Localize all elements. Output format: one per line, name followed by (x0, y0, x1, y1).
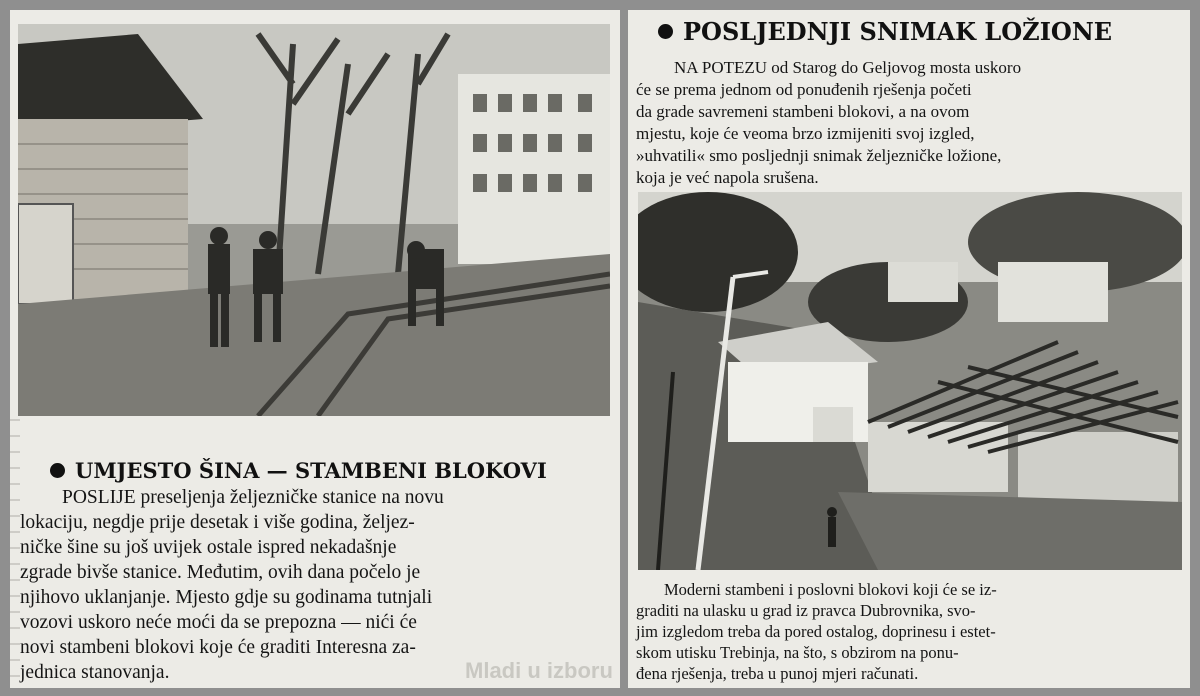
left-body-line: vozovi uskoro neće moći da se prepozna — nići će (20, 612, 417, 633)
intro-lead: NA POTEZU (674, 58, 768, 77)
caption-line: đena rješenja, treba u punoj mjeri računati. (636, 664, 919, 683)
right-headline-text: POSLJEDNJI SNIMAK LOŽIONE (683, 16, 1113, 46)
left-body-line: ničke šine su još uvijek ostale ispred nekadašnje (20, 537, 397, 558)
neighbor-fragment: Mladi u izboru (465, 658, 613, 683)
caption-line: Moderni stambeni i poslovni blokovi koji će se iz- (664, 580, 997, 599)
left-body-line: zgrade bivše stanice. Međutim, ovih dana počelo je (20, 562, 421, 583)
bullet-icon (50, 463, 65, 478)
left-body-line: novi stambeni blokovi koje će graditi Interesna za- (20, 637, 416, 658)
demolition-photo-drawing (638, 192, 1182, 570)
left-headline-text: UMJESTO ŠINA — STAMBENI BLOKOVI (75, 457, 547, 483)
left-clipping (10, 10, 620, 688)
right-clipping (628, 10, 1190, 688)
right-headline (658, 14, 1112, 48)
left-headline (50, 456, 547, 484)
railway-photo-drawing (18, 24, 610, 416)
left-body-line: lokaciju, negdje prije desetak i više godina, željez- (20, 512, 415, 533)
right-intro-line: mjestu, koje će veoma brzo izmijeniti svoj izgled, (636, 124, 975, 143)
left-body-line: POSLIJE preseljenja željezničke stanice na novu (62, 487, 444, 508)
right-intro-line (674, 58, 1021, 78)
bullet-icon (658, 24, 673, 39)
right-intro-line: da grade savremeni stambeni blokovi, a na ovom (636, 102, 970, 121)
railway-tracks-photo (18, 24, 610, 416)
right-intro-line: će se prema jednom od ponuđenih rješenja početi (636, 80, 972, 99)
left-body-line: jednica stanovanja. (20, 662, 170, 683)
caption-line: graditi na ulasku u grad iz pravca Dubrovnika, svo- (636, 601, 976, 620)
caption-line: jim izgledom treba da pored ostalog, doprinesu i estet- (636, 622, 996, 641)
caption-line: skom utisku Trebinja, na što, s obzirom na ponu- (636, 643, 959, 662)
right-intro-line: koja je već napola srušena. (636, 168, 819, 187)
right-intro-line: »uhvatili« smo posljednji snimak željezničke ložione, (636, 146, 1002, 165)
intro-line-text: od Starog do Geljovog mosta uskoro (767, 58, 1022, 77)
left-body-line: njihovo uklanjanje. Mjesto gdje su godinama tutnjali (20, 587, 433, 608)
neighbor-column-edge (10, 405, 20, 685)
demolished-building-photo (638, 192, 1182, 570)
